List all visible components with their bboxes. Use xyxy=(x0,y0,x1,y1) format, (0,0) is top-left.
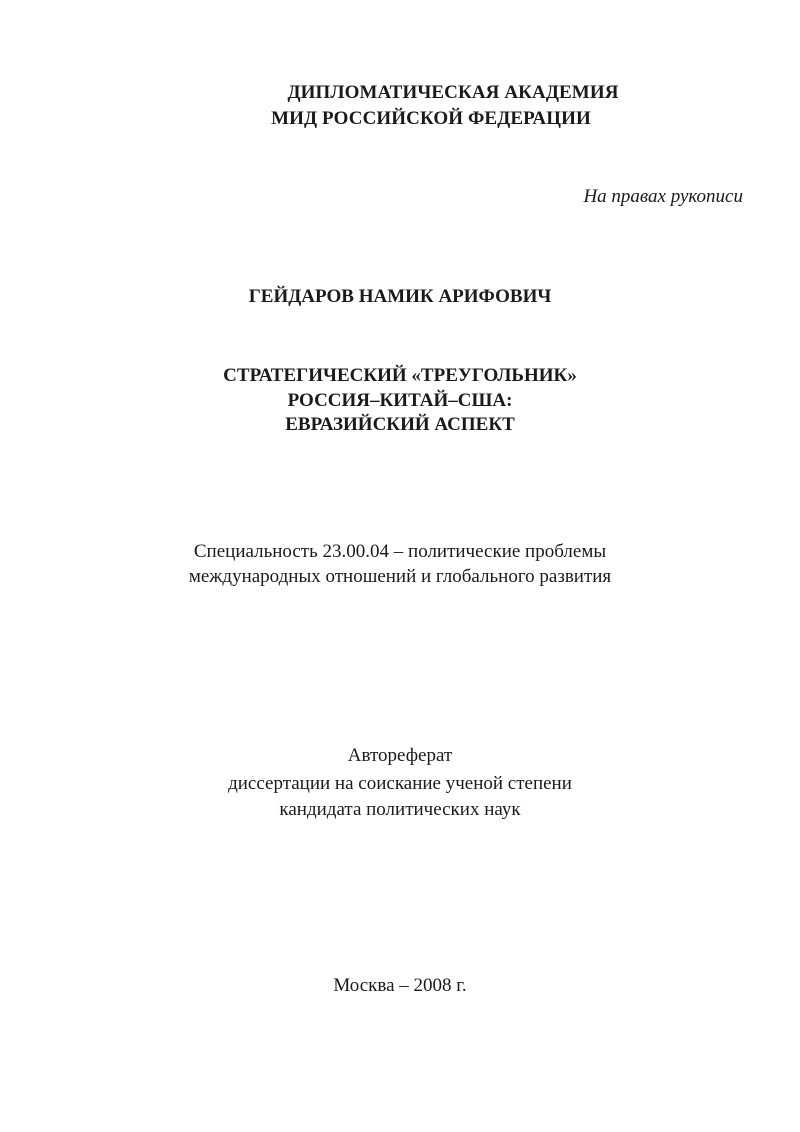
author-name: ГЕЙДАРОВ НАМИК АРИФОВИЧ xyxy=(248,286,552,307)
institution-name-line1: ДИПЛОМАТИЧЕСКАЯ АКАДЕМИЯ xyxy=(287,82,619,103)
document-type-line1: Автореферат xyxy=(347,745,453,766)
document-type-line3: кандидата политических наук xyxy=(279,799,521,820)
manuscript-note: На правах рукописи xyxy=(583,186,743,207)
document-type-line2: диссертации на соискание ученой степени xyxy=(228,773,572,794)
title-line1: СТРАТЕГИЧЕСКИЙ «ТРЕУГОЛЬНИК» xyxy=(223,365,577,386)
place-year: Москва – 2008 г. xyxy=(333,975,467,996)
institution-name-line2: МИД РОССИЙСКОЙ ФЕДЕРАЦИИ xyxy=(271,108,591,129)
specialty-line2: международных отношений и глобального развития xyxy=(188,566,612,587)
specialty-line1: Специальность 23.00.04 – политические проблемы xyxy=(193,541,607,562)
title-line3: ЕВРАЗИЙСКИЙ АСПЕКТ xyxy=(285,414,515,435)
title-line2: РОССИЯ–КИТАЙ–США: xyxy=(287,390,513,411)
